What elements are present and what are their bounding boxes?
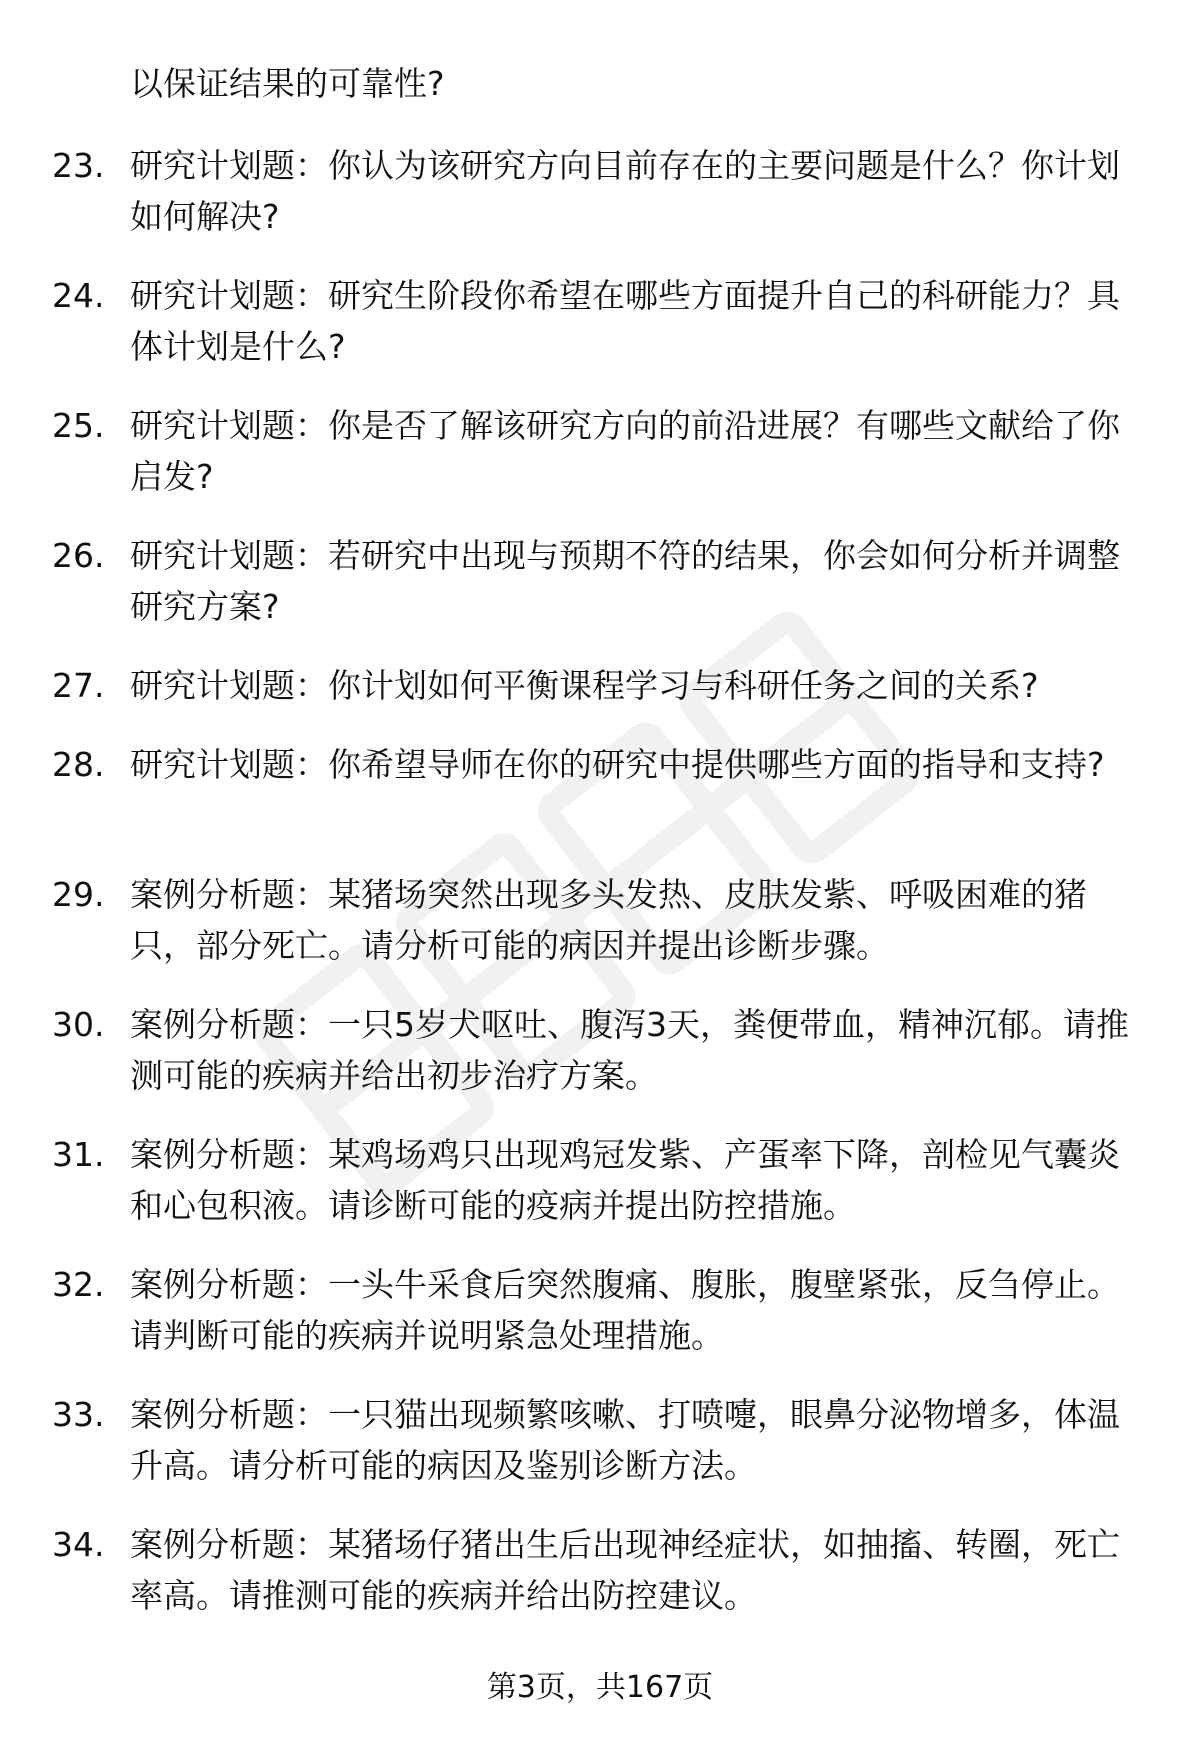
question-text: 研究计划题：研究生阶段你希望在哪些方面提升自己的科研能力？具体计划是什么? — [130, 276, 1120, 366]
question-number: 31. — [52, 1135, 105, 1174]
question-number: 25. — [52, 406, 105, 445]
question-item — [0, 1519, 1200, 1621]
question-item — [0, 660, 1200, 711]
question-number: 28. — [52, 745, 105, 784]
question-item — [0, 140, 1200, 242]
question-number: 33. — [52, 1395, 105, 1434]
question-item — [0, 999, 1200, 1101]
question-item — [0, 1259, 1200, 1361]
question-list — [0, 140, 1200, 1649]
question-item — [0, 400, 1200, 502]
question-text: 案例分析题：一只猫出现频繁咳嗽、打喷嚏，眼鼻分泌物增多，体温升高。请分析可能的病因及鉴别诊断方法。 — [130, 1395, 1120, 1485]
question-item — [0, 739, 1200, 841]
question-text: 案例分析题：某猪场仔猪出生后出现神经症状，如抽搐、转圈，死亡率高。请推测可能的疾病并给出防控建议。 — [130, 1525, 1120, 1615]
question-text: 研究计划题：你认为该研究方向目前存在的主要问题是什么？你计划如何解决? — [130, 146, 1120, 236]
question-text: 研究计划题：你是否了解该研究方向的前沿进展？有哪些文献给了你启发? — [130, 406, 1120, 496]
page-footer: 第3页，共167页 — [486, 1670, 714, 1705]
question-number: 26. — [52, 536, 105, 575]
question-number: 24. — [52, 276, 105, 315]
question-item — [0, 1389, 1200, 1491]
question-text: 研究计划题：你计划如何平衡课程学习与科研任务之间的关系? — [130, 666, 1039, 705]
continuation-text: 以保证结果的可靠性? — [130, 64, 445, 103]
question-item — [0, 1129, 1200, 1231]
question-number: 34. — [52, 1525, 105, 1564]
question-item — [0, 270, 1200, 372]
question-text: 研究计划题：你希望导师在你的研究中提供哪些方面的指导和支持? — [130, 745, 1105, 784]
question-number: 32. — [52, 1265, 105, 1304]
question-text: 案例分析题：某鸡场鸡只出现鸡冠发紫、产蛋率下降，剖检见气囊炎和心包积液。请诊断可能的疫病并提出防控措施。 — [130, 1135, 1120, 1225]
question-number: 30. — [52, 1005, 105, 1044]
question-text: 案例分析题：一只5岁犬呕吐、腹泻3天，粪便带血，精神沉郁。请推测可能的疾病并给出初步治疗方案。 — [130, 1005, 1129, 1095]
question-item — [0, 869, 1200, 971]
question-number: 23. — [52, 146, 105, 185]
question-number: 27. — [52, 666, 105, 705]
question-text: 案例分析题：某猪场突然出现多头发热、皮肤发紫、呼吸困难的猪只，部分死亡。请分析可能的病因并提出诊断步骤。 — [130, 875, 1087, 965]
question-number: 29. — [52, 875, 105, 914]
question-item — [0, 530, 1200, 632]
question-text: 案例分析题：一头牛采食后突然腹痛、腹胀，腹壁紧张，反刍停止。请判断可能的疾病并说明紧急处理措施。 — [130, 1265, 1120, 1355]
question-text: 研究计划题：若研究中出现与预期不符的结果，你会如何分析并调整研究方案? — [130, 536, 1120, 626]
